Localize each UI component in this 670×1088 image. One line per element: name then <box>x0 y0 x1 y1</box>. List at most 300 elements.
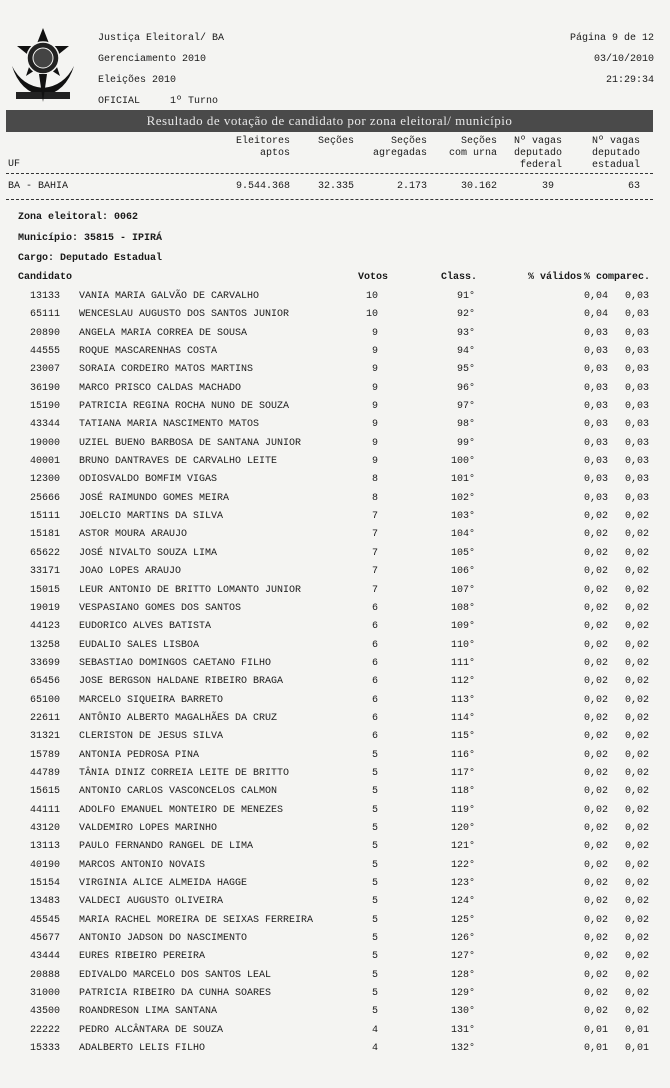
table-row <box>0 546 670 564</box>
candidate-name: EUDORICO ALVES BATISTA <box>79 621 212 633</box>
candidate-number: 13258 <box>30 639 61 651</box>
candidate-name: ANTÔNIO ALBERTO MAGALHÃES DA CRUZ <box>79 712 278 724</box>
votes-cell: 6 <box>371 712 378 724</box>
rank-cell: 105° <box>450 547 475 559</box>
candidate-number: 12300 <box>30 474 61 486</box>
votes-cell: 5 <box>371 841 378 853</box>
votes-cell: 5 <box>371 859 378 871</box>
turnout-pct-cell: 0,02 <box>624 621 649 633</box>
candidate-number: 44111 <box>30 804 61 816</box>
candidate-number: 65622 <box>30 547 61 559</box>
divider <box>6 199 653 200</box>
turnout-pct-cell: 0,03 <box>624 401 649 413</box>
candidate-number: 43500 <box>30 1006 61 1018</box>
rank-cell: 128° <box>450 969 475 981</box>
candidate-name: ASTOR MOURA ARAUJO <box>79 529 188 541</box>
table-row <box>0 289 670 307</box>
header-secoes <box>318 136 354 148</box>
candidate-number: 20890 <box>30 327 61 339</box>
candidate-name: TATIANA MARIA NASCIMENTO MATOS <box>79 419 260 431</box>
candidate-number: 15615 <box>30 786 61 798</box>
turno-label: 1º Turno <box>170 96 219 107</box>
valid-pct-cell: 0,03 <box>583 401 608 413</box>
header-estadual-l3: estadual <box>591 160 640 171</box>
turnout-pct-cell: 0,02 <box>624 676 649 688</box>
candidate-name: VALDEMIRO LOPES MARINHO <box>79 822 218 834</box>
candidate-number: 13113 <box>30 841 61 853</box>
candidate-name: JOSÉ NIVALTO SOUZA LIMA <box>79 547 218 559</box>
valid-pct-cell: 0,02 <box>583 547 608 559</box>
table-row <box>0 509 670 527</box>
candidate-name: VESPASIANO GOMES DOS SANTOS <box>79 602 242 614</box>
summary-com-urna: 30.162 <box>460 181 497 192</box>
rank-cell: 91° <box>456 291 475 302</box>
zona-label: Zona eleitoral: 0062 <box>18 212 139 223</box>
valid-pct-cell: 0,02 <box>583 969 608 981</box>
candidate-number: 33699 <box>30 657 61 669</box>
candidate-name: VALDECI AUGUSTO OLIVEIRA <box>79 896 224 908</box>
candidate-number: 15190 <box>30 401 61 413</box>
rank-cell: 97° <box>456 401 475 413</box>
table-row <box>0 417 670 435</box>
turnout-pct-cell: 0,02 <box>624 951 649 963</box>
rank-cell: 114° <box>450 712 475 724</box>
valid-pct-cell: 0,04 <box>583 291 608 302</box>
valid-pct-cell: 0,02 <box>583 786 608 798</box>
votes-cell: 10 <box>365 309 378 321</box>
rank-cell: 99° <box>456 437 475 449</box>
candidate-number: 20888 <box>30 969 61 981</box>
municipio-label: Município: 35815 - IPIRÁ <box>18 233 163 244</box>
valid-pct-cell: 0,02 <box>583 566 608 578</box>
report-date: 03/10/2010 <box>593 54 654 65</box>
turnout-pct-cell: 0,02 <box>624 547 649 559</box>
candidate-name: ANTONIO CARLOS VASCONCELOS CALMON <box>79 786 278 798</box>
turnout-pct-cell: 0,03 <box>624 382 649 394</box>
valid-pct-cell: 0,02 <box>583 602 608 614</box>
header-right <box>570 28 654 91</box>
turnout-pct-cell: 0,02 <box>624 988 649 1000</box>
votes-cell: 6 <box>371 639 378 651</box>
valid-pct-cell: 0,03 <box>583 382 608 394</box>
header-eleitores-l1: Eleitores <box>235 136 290 147</box>
table-row <box>0 638 670 656</box>
table-row <box>0 399 670 417</box>
rank-cell: 119° <box>450 804 475 816</box>
candidate-number: 45545 <box>30 914 61 926</box>
valid-pct-cell: 0,02 <box>583 511 608 523</box>
table-row <box>0 601 670 619</box>
header-left <box>98 28 224 112</box>
valid-pct-cell: 0,02 <box>583 712 608 724</box>
rank-cell: 95° <box>456 364 475 376</box>
candidate-name: JOELCIO MARTINS DA SILVA <box>79 511 224 523</box>
votes-cell: 5 <box>371 969 378 981</box>
col-candidato: Candidato <box>18 272 73 283</box>
table-row <box>0 894 670 912</box>
turnout-pct-cell: 0,03 <box>624 492 649 504</box>
valid-pct-cell: 0,03 <box>583 437 608 449</box>
table-row <box>0 344 670 362</box>
candidate-number: 23007 <box>30 364 61 376</box>
candidate-name: EUDALIO SALES LISBOA <box>79 639 200 651</box>
turnout-pct-cell: 0,02 <box>624 731 649 743</box>
col-votos: Votos <box>357 272 388 283</box>
candidate-name: VANIA MARIA GALVÃO DE CARVALHO <box>79 291 260 302</box>
valid-pct-cell: 0,02 <box>583 804 608 816</box>
valid-pct-cell: 0,02 <box>583 988 608 1000</box>
valid-pct-cell: 0,02 <box>583 914 608 926</box>
votes-cell: 7 <box>371 529 378 541</box>
header-uf: UF <box>8 159 21 170</box>
rank-cell: 94° <box>456 346 475 358</box>
summary-agregadas: 2.173 <box>396 181 427 192</box>
header-eleitores-l2: aptos <box>259 148 290 159</box>
valid-pct-cell: 0,01 <box>583 1043 608 1055</box>
votes-cell: 7 <box>371 584 378 596</box>
votes-cell: 8 <box>371 474 378 486</box>
candidate-name: SEBASTIAO DOMINGOS CAETANO FILHO <box>79 657 272 669</box>
turnout-pct-cell: 0,02 <box>624 969 649 981</box>
turnout-pct-cell: 0,02 <box>624 511 649 523</box>
turnout-pct-cell: 0,03 <box>624 291 649 302</box>
votes-cell: 9 <box>371 419 378 431</box>
candidate-name: EURES RIBEIRO PEREIRA <box>79 951 206 963</box>
table-row <box>0 656 670 674</box>
rank-cell: 113° <box>450 694 475 706</box>
rank-cell: 129° <box>450 988 475 1000</box>
votes-cell: 5 <box>371 951 378 963</box>
status-label: OFICIAL <box>98 96 141 107</box>
rank-cell: 107° <box>450 584 475 596</box>
valid-pct-cell: 0,02 <box>583 767 608 779</box>
turnout-pct-cell: 0,02 <box>624 914 649 926</box>
summary-secoes: 32.335 <box>317 181 354 192</box>
turnout-pct-cell: 0,02 <box>624 804 649 816</box>
turnout-pct-cell: 0,02 <box>624 878 649 889</box>
rank-cell: 121° <box>450 841 475 853</box>
valid-pct-cell: 0,02 <box>583 878 608 889</box>
table-row <box>0 1041 670 1059</box>
header-vagas-federal <box>514 136 562 172</box>
candidate-name: JOSE BERGSON HALDANE RIBEIRO BRAGA <box>79 676 284 688</box>
table-row <box>0 436 670 454</box>
valid-pct-cell: 0,02 <box>583 529 608 541</box>
header-eleitores <box>236 136 290 160</box>
valid-pct-cell: 0,02 <box>583 676 608 688</box>
votes-cell: 6 <box>371 731 378 743</box>
header-urna-l1: Seções <box>460 136 497 147</box>
candidate-number: 31000 <box>30 988 61 1000</box>
divider <box>6 173 653 174</box>
turnout-pct-cell: 0,02 <box>624 933 649 945</box>
votes-cell: 5 <box>371 786 378 798</box>
table-row <box>0 858 670 876</box>
candidate-name: VIRGINIA ALICE ALMEIDA HAGGE <box>79 878 248 889</box>
turnout-pct-cell: 0,03 <box>624 364 649 376</box>
turnout-pct-cell: 0,02 <box>624 749 649 761</box>
votes-cell: 9 <box>371 346 378 358</box>
candidate-name: MARCOS ANTONIO NOVAIS <box>79 859 206 871</box>
candidate-number: 22222 <box>30 1024 61 1036</box>
candidate-name: MARCELO SIQUEIRA BARRETO <box>79 694 224 706</box>
candidate-name: ANGELA MARIA CORREA DE SOUSA <box>79 327 248 339</box>
candidate-number: 19000 <box>30 437 61 449</box>
candidate-number: 15154 <box>30 878 61 889</box>
candidate-name: ADOLFO EMANUEL MONTEIRO DE MENEZES <box>79 804 284 816</box>
table-row <box>0 913 670 931</box>
candidate-name: ROANDRESON LIMA SANTANA <box>79 1006 218 1018</box>
candidate-name: LEUR ANTONIO DE BRITTO LOMANTO JUNIOR <box>79 584 302 596</box>
turnout-pct-cell: 0,02 <box>624 566 649 578</box>
rank-cell: 117° <box>450 767 475 779</box>
header-secoes-urna <box>449 136 497 160</box>
rank-cell: 92° <box>456 309 475 321</box>
candidate-name: WENCESLAU AUGUSTO DOS SANTOS JUNIOR <box>79 309 290 321</box>
candidate-number: 22611 <box>30 712 61 724</box>
valid-pct-cell: 0,02 <box>583 951 608 963</box>
votes-cell: 9 <box>371 437 378 449</box>
candidate-number: 40190 <box>30 859 61 871</box>
turnout-pct-cell: 0,03 <box>624 456 649 468</box>
valid-pct-cell: 0,02 <box>583 859 608 871</box>
turnout-pct-cell: 0,02 <box>624 639 649 651</box>
candidate-name: PAULO FERNANDO RANGEL DE LIMA <box>79 841 254 853</box>
rank-cell: 104° <box>450 529 475 541</box>
rank-cell: 124° <box>450 896 475 908</box>
candidate-number: 44555 <box>30 346 61 358</box>
header-agregadas-l2: agregadas <box>372 148 427 159</box>
table-row <box>0 693 670 711</box>
votes-cell: 5 <box>371 988 378 1000</box>
candidate-table <box>0 289 670 1059</box>
votes-cell: 5 <box>371 767 378 779</box>
votes-cell: 9 <box>371 401 378 413</box>
valid-pct-cell: 0,02 <box>583 822 608 834</box>
candidate-number: 15181 <box>30 529 61 541</box>
votes-cell: 4 <box>371 1024 378 1036</box>
rank-cell: 111° <box>450 657 475 669</box>
candidate-name: CLERISTON DE JESUS SILVA <box>79 731 224 743</box>
valid-pct-cell: 0,03 <box>583 456 608 468</box>
candidate-number: 45677 <box>30 933 61 945</box>
votes-cell: 8 <box>371 492 378 504</box>
table-row <box>0 803 670 821</box>
rank-cell: 93° <box>456 327 475 339</box>
table-row <box>0 1004 670 1022</box>
col-class: Class. <box>440 272 477 283</box>
rank-cell: 125° <box>450 914 475 926</box>
header-federal-l2: deputado <box>513 148 562 159</box>
valid-pct-cell: 0,02 <box>583 639 608 651</box>
candidate-number: 65111 <box>30 309 61 321</box>
rank-cell: 112° <box>450 676 475 688</box>
header-agregadas-l1: Seções <box>390 136 427 147</box>
table-row <box>0 564 670 582</box>
valid-pct-cell: 0,02 <box>583 657 608 669</box>
turnout-pct-cell: 0,03 <box>624 437 649 449</box>
valid-pct-cell: 0,03 <box>583 364 608 376</box>
votes-cell: 9 <box>371 327 378 339</box>
table-row <box>0 729 670 747</box>
votes-cell: 7 <box>371 566 378 578</box>
candidate-number: 36190 <box>30 382 61 394</box>
rank-cell: 96° <box>456 382 475 394</box>
valid-pct-cell: 0,02 <box>583 896 608 908</box>
candidate-name: ADALBERTO LELIS FILHO <box>79 1043 206 1055</box>
header-federal-l1: Nº vagas <box>513 136 562 147</box>
valid-pct-cell: 0,02 <box>583 841 608 853</box>
table-row <box>0 491 670 509</box>
table-row <box>0 968 670 986</box>
brazil-coat-of-arms-icon <box>6 26 80 104</box>
candidate-number: 15015 <box>30 584 61 596</box>
org-name: Justiça Eleitoral/ BA <box>98 33 225 44</box>
rank-cell: 115° <box>450 731 475 743</box>
votes-cell: 5 <box>371 1006 378 1018</box>
candidate-number: 65100 <box>30 694 61 706</box>
candidate-name: JOSÉ RAIMUNDO GOMES MEIRA <box>79 492 230 504</box>
votes-cell: 9 <box>371 456 378 468</box>
votes-cell: 10 <box>365 291 378 302</box>
votes-cell: 6 <box>371 621 378 633</box>
rank-cell: 127° <box>450 951 475 963</box>
table-row <box>0 527 670 545</box>
rank-cell: 123° <box>450 878 475 889</box>
table-row <box>0 454 670 472</box>
table-row <box>0 619 670 637</box>
table-row <box>0 986 670 1004</box>
turnout-pct-cell: 0,03 <box>624 474 649 486</box>
valid-pct-cell: 0,01 <box>583 1024 608 1036</box>
candidate-number: 31321 <box>30 731 61 743</box>
votes-cell: 9 <box>371 382 378 394</box>
candidate-name: EDIVALDO MARCELO DOS SANTOS LEAL <box>79 969 272 981</box>
turnout-pct-cell: 0,02 <box>624 841 649 853</box>
turnout-pct-cell: 0,02 <box>624 896 649 908</box>
turnout-pct-cell: 0,02 <box>624 822 649 834</box>
candidate-number: 43444 <box>30 951 61 963</box>
rank-cell: 132° <box>450 1043 475 1055</box>
header-vagas-estadual <box>592 136 640 172</box>
table-row <box>0 821 670 839</box>
table-row <box>0 362 670 380</box>
candidate-name: PATRICIA REGINA ROCHA NUNO DE SOUZA <box>79 401 290 413</box>
candidate-number: 13133 <box>30 291 61 302</box>
table-row <box>0 949 670 967</box>
votes-cell: 7 <box>371 511 378 523</box>
turnout-pct-cell: 0,02 <box>624 694 649 706</box>
candidate-number: 40001 <box>30 456 61 468</box>
header-estadual-l1: Nº vagas <box>591 136 640 147</box>
turnout-pct-cell: 0,02 <box>624 786 649 798</box>
rank-cell: 102° <box>450 492 475 504</box>
table-row <box>0 326 670 344</box>
valid-pct-cell: 0,02 <box>583 584 608 596</box>
turnout-pct-cell: 0,01 <box>624 1043 649 1055</box>
candidate-name: MARIA RACHEL MOREIRA DE SEIXAS FERREIRA <box>79 914 314 926</box>
rank-cell: 110° <box>450 639 475 651</box>
candidate-number: 65456 <box>30 676 61 688</box>
candidate-name: ROQUE MASCARENHAS COSTA <box>79 346 218 358</box>
rank-cell: 100° <box>450 456 475 468</box>
col-validos: % válidos <box>527 272 582 283</box>
summary-federal: 39 <box>541 181 554 192</box>
candidate-number: 13483 <box>30 896 61 908</box>
votes-cell: 5 <box>371 914 378 926</box>
turnout-pct-cell: 0,03 <box>624 346 649 358</box>
candidate-number: 43344 <box>30 419 61 431</box>
rank-cell: 122° <box>450 859 475 871</box>
table-row <box>0 839 670 857</box>
rank-cell: 109° <box>450 621 475 633</box>
table-row <box>0 307 670 325</box>
votes-cell: 6 <box>371 676 378 688</box>
candidate-name: PATRICIA RIBEIRO DA CUNHA SOARES <box>79 988 272 1000</box>
turnout-pct-cell: 0,02 <box>624 602 649 614</box>
turnout-pct-cell: 0,02 <box>624 657 649 669</box>
votes-cell: 6 <box>371 694 378 706</box>
candidate-number: 44789 <box>30 767 61 779</box>
votes-cell: 5 <box>371 878 378 889</box>
table-row <box>0 876 670 894</box>
votes-cell: 6 <box>371 657 378 669</box>
votes-cell: 7 <box>371 547 378 559</box>
rank-cell: 98° <box>456 419 475 431</box>
turnout-pct-cell: 0,01 <box>624 1024 649 1036</box>
turnout-pct-cell: 0,02 <box>624 584 649 596</box>
candidate-name: SORAIA CORDEIRO MATOS MARTINS <box>79 364 254 376</box>
table-row <box>0 766 670 784</box>
valid-pct-cell: 0,03 <box>583 327 608 339</box>
turnout-pct-cell: 0,03 <box>624 419 649 431</box>
header-estadual-l2: deputado <box>591 148 640 159</box>
valid-pct-cell: 0,04 <box>583 309 608 321</box>
candidate-number: 15333 <box>30 1043 61 1055</box>
valid-pct-cell: 0,02 <box>583 933 608 945</box>
summary-uf: BA - BAHIA <box>8 181 69 192</box>
rank-cell: 101° <box>450 474 475 486</box>
table-row <box>0 711 670 729</box>
candidate-number: 25666 <box>30 492 61 504</box>
candidate-name: UZIEL BUENO BARBOSA DE SANTANA JUNIOR <box>79 437 302 449</box>
candidate-name: MARCO PRISCO CALDAS MACHADO <box>79 382 242 394</box>
summary-eleitores: 9.544.368 <box>235 181 290 192</box>
rank-cell: 118° <box>450 786 475 798</box>
rank-cell: 120° <box>450 822 475 834</box>
votes-cell: 5 <box>371 933 378 945</box>
candidate-number: 43120 <box>30 822 61 834</box>
candidate-name: JOAO LOPES ARAUJO <box>79 566 182 578</box>
table-row <box>0 784 670 802</box>
header-secoes-agregadas <box>373 136 427 160</box>
report-title: Resultado de votação de candidato por zona eleitoral/ município <box>6 110 653 132</box>
report-time: 21:29:34 <box>605 75 654 86</box>
valid-pct-cell: 0,03 <box>583 419 608 431</box>
cargo-label: Cargo: Deputado Estadual <box>18 253 163 264</box>
turnout-pct-cell: 0,03 <box>624 309 649 321</box>
table-row <box>0 381 670 399</box>
candidate-number: 19019 <box>30 602 61 614</box>
turnout-pct-cell: 0,02 <box>624 1006 649 1018</box>
turnout-pct-cell: 0,02 <box>624 767 649 779</box>
candidate-number: 15111 <box>30 511 61 523</box>
valid-pct-cell: 0,02 <box>583 1006 608 1018</box>
valid-pct-cell: 0,02 <box>583 731 608 743</box>
rank-cell: 108° <box>450 602 475 614</box>
table-row <box>0 748 670 766</box>
valid-pct-cell: 0,03 <box>583 474 608 486</box>
